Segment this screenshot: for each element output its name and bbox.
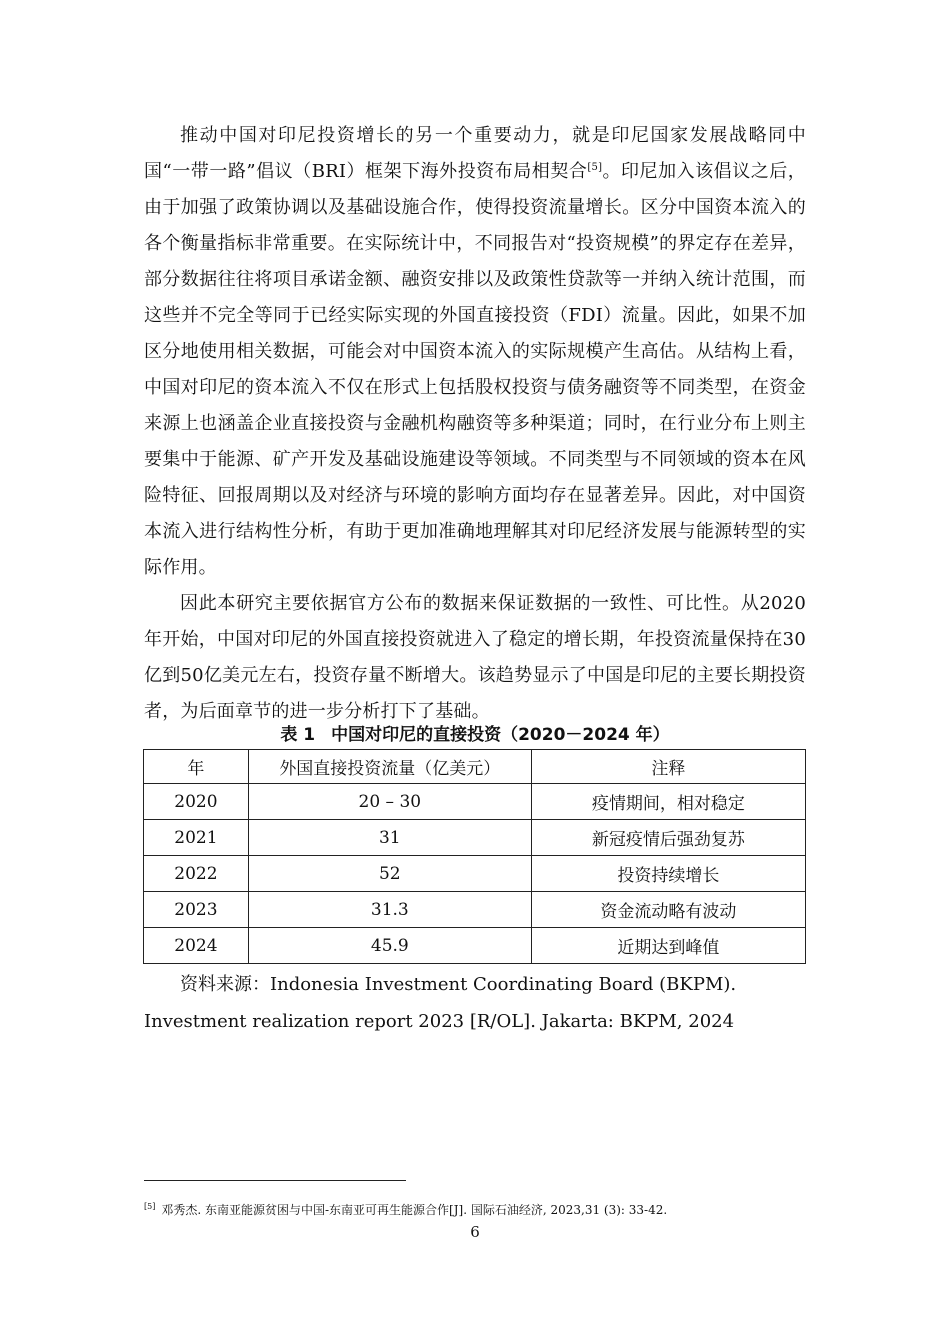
table-header-row <box>144 750 806 784</box>
table-row <box>144 820 806 856</box>
paragraph-1 <box>144 118 806 586</box>
table-caption-title: 中国对印尼的直接投资（2020－2024 年） <box>331 725 670 745</box>
header-notes: 注释 <box>531 750 805 784</box>
footnote-marker: [5] <box>144 1202 156 1211</box>
cell-fdi-flow: 45.9 <box>248 928 531 964</box>
cell-notes: 资金流动略有波动 <box>531 892 805 928</box>
body-text <box>144 118 806 730</box>
paragraph-2-text: 因此本研究主要依据官方公布的数据来保证数据的一致性、可比性。从2020年开始，中国对印尼的外国直接投资就进入了稳定的增长期，年投资流量保持在30亿到50亿美元左右，投资存量不断增大。该趋势显示了中国是印尼的主要长期投资者，为后面章节的进一步分析打下了基础。 <box>144 593 806 722</box>
cell-year: 2020 <box>144 784 249 820</box>
footnote-text: 邓秀杰. 东南亚能源贫困与中国-东南亚可再生能源合作[J]. 国际石油经济, 2023,31 (3): 33-42. <box>161 1203 668 1217</box>
citation-marker[interactable]: [5] <box>587 162 603 173</box>
table-caption-label: 表 1 <box>280 725 316 745</box>
cell-year: 2024 <box>144 928 249 964</box>
footnote-divider <box>144 1180 406 1181</box>
table-row <box>144 784 806 820</box>
table-caption <box>144 720 806 745</box>
cell-year: 2023 <box>144 892 249 928</box>
paragraph-1-text-cont: 。印尼加入该倡议之后，由于加强了政策协调以及基础设施合作，使得投资流量增长。区分中国资本流入的各个衡量指标非常重要。在实际统计中，不同报告对“投资规模”的界定存在差异，部分数据往往将项目承诺金额、融资安排以及政策性贷款等一并纳入统计范围，而这些并不完全等同于已经实际实现的外国直接投资（FDI）流量。因此，如果不加区分地使用相关数据，可能会对中国资本流入的实际规模产生高估。从结构上看，中国对印尼的资本流入不仅在形式上包括股权投资与债务融资等不同类型，在资金来源上也涵盖企业直接投资与金融机构融资等多种渠道；同时，在行业分布上则主要集中于能源、矿产开发及基础设施建设等领域。不同类型与不同领域的资本在风险特征、回报周期以及对经济与环境的影响方面均存在显著差异。因此，对中国资本流入进行结构性分析，有助于更加准确地理解其对印尼经济发展与能源转型的实际作用。 <box>144 161 806 578</box>
page-number: 6 <box>470 1223 480 1241</box>
cell-fdi-flow: 52 <box>248 856 531 892</box>
header-fdi-flow: 外国直接投资流量（亿美元） <box>248 750 531 784</box>
table-row <box>144 928 806 964</box>
cell-year: 2021 <box>144 820 249 856</box>
footnote <box>144 1202 844 1218</box>
cell-notes: 疫情期间，相对稳定 <box>531 784 805 820</box>
cell-notes: 新冠疫情后强劲复苏 <box>531 820 805 856</box>
paragraph-1-text: 推动中国对印尼投资增长的另一个重要动力，就是印尼国家发展战略同中国“一带一路”倡议（BRI）框架下海外投资布局相契合 <box>144 125 806 182</box>
table-row <box>144 856 806 892</box>
cell-fdi-flow: 31 <box>248 820 531 856</box>
cell-notes: 投资持续增长 <box>531 856 805 892</box>
cell-year: 2022 <box>144 856 249 892</box>
header-year: 年 <box>144 750 249 784</box>
fdi-table <box>143 749 806 964</box>
table-row <box>144 892 806 928</box>
table-source: 资料来源：Indonesia Investment Coordinating Board (BKPM). Investment realization report 2023 [R/OL]. Jakarta: BKPM, 2024 <box>144 974 737 1032</box>
paragraph-2 <box>144 586 806 730</box>
cell-notes: 近期达到峰值 <box>531 928 805 964</box>
cell-fdi-flow: 20 – 30 <box>248 784 531 820</box>
cell-fdi-flow: 31.3 <box>248 892 531 928</box>
